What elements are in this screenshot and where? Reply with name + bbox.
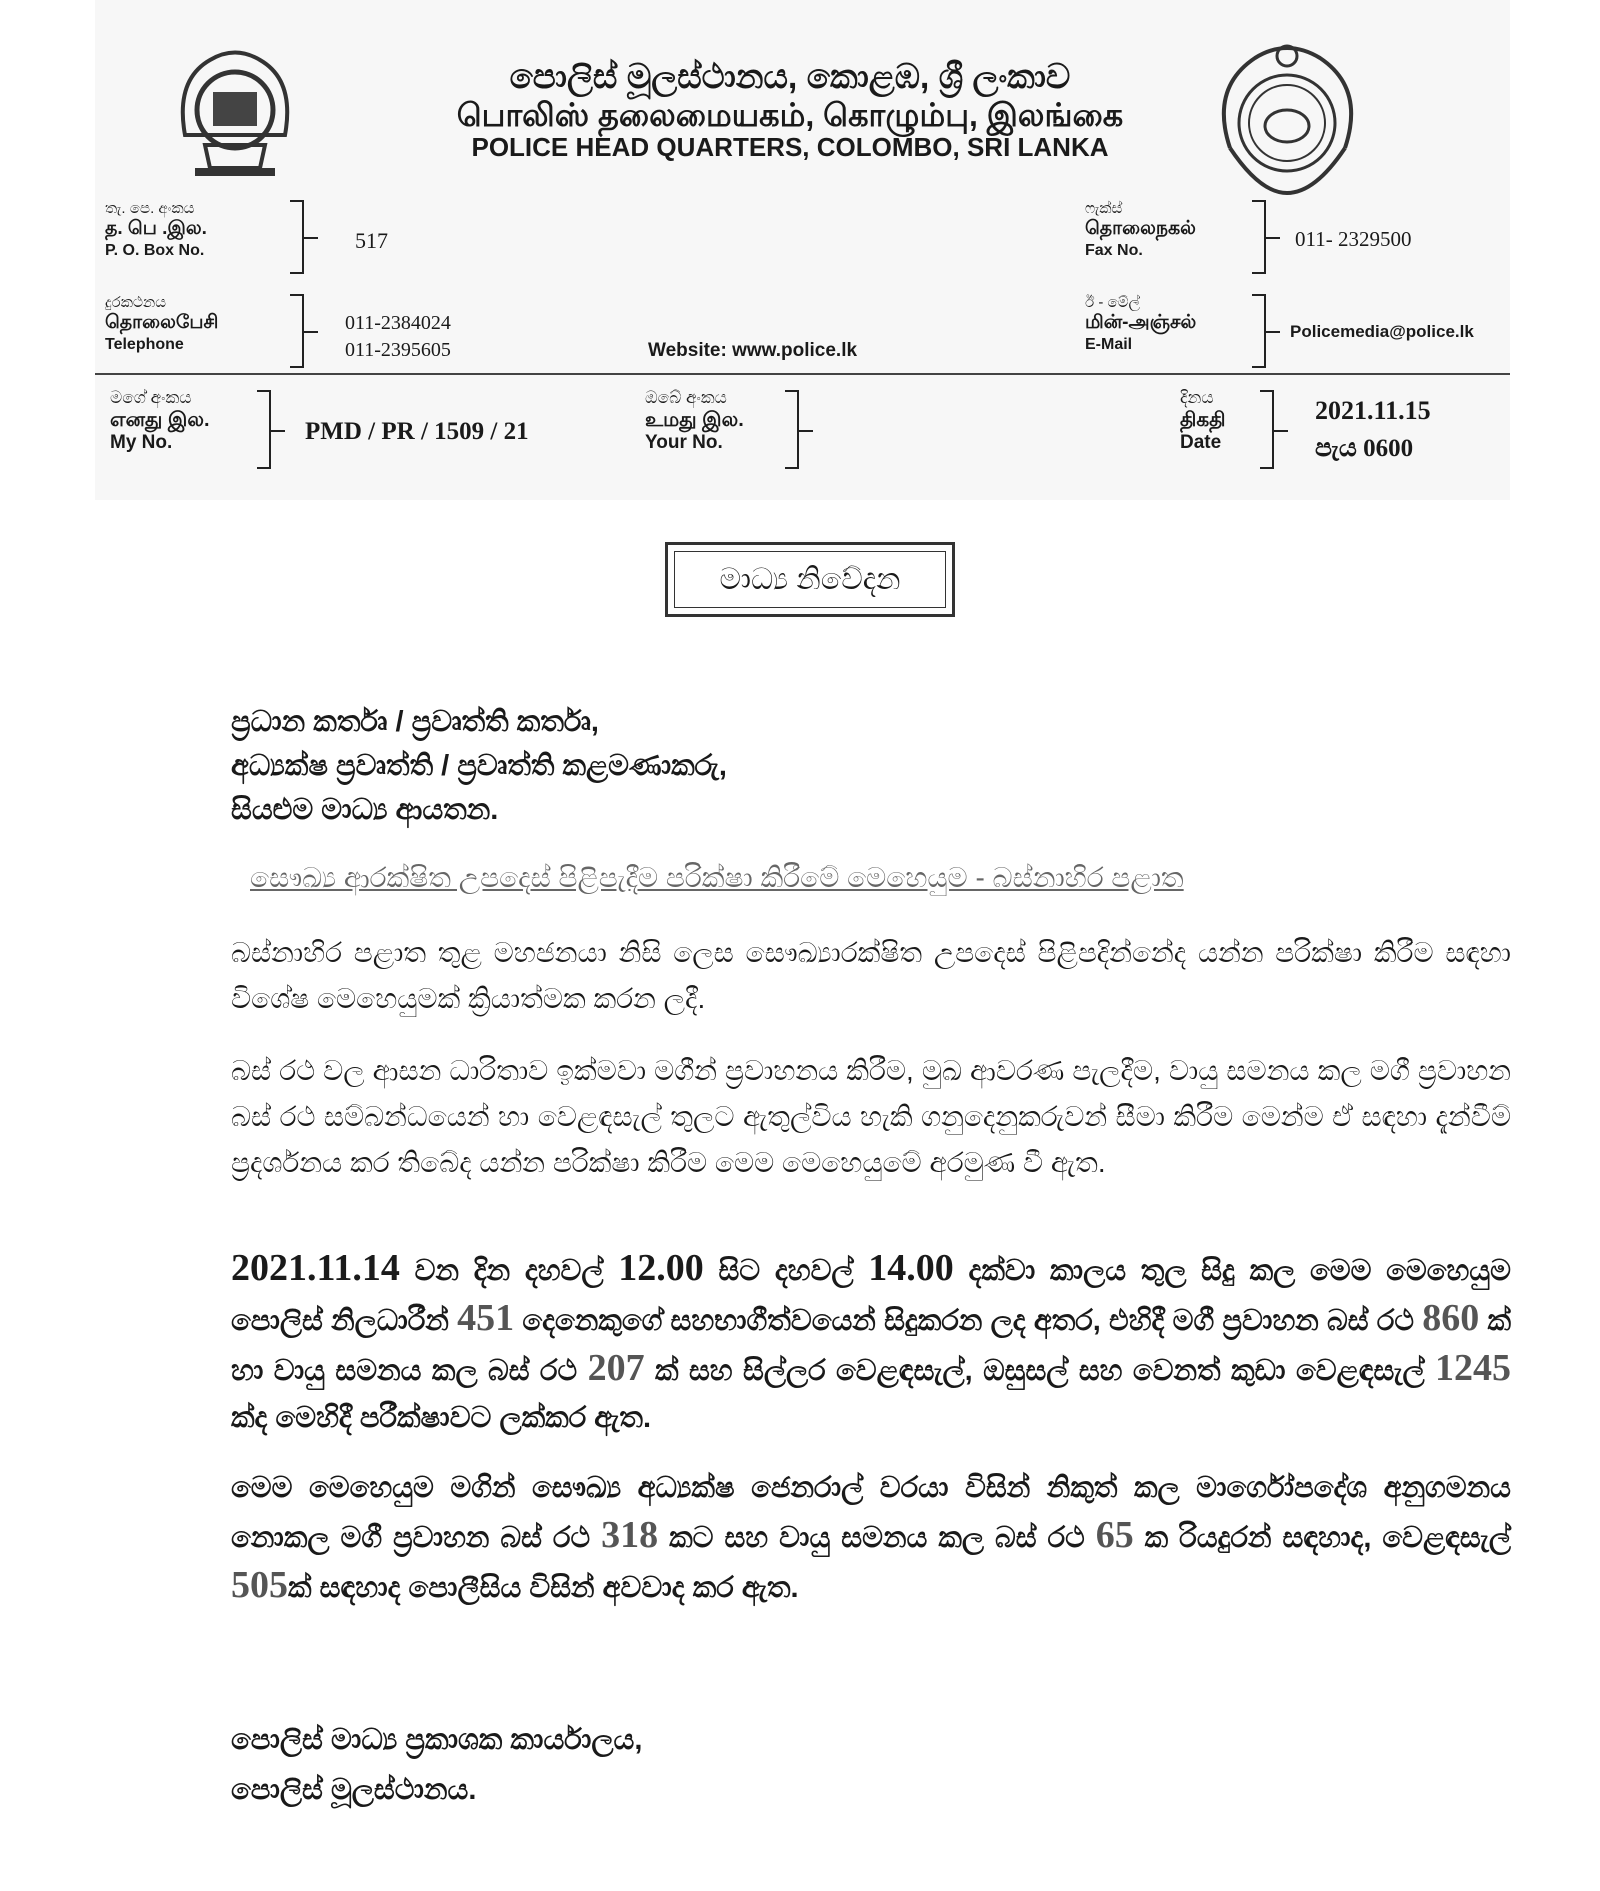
buses-warned: 318 xyxy=(601,1514,659,1556)
paragraph-1: බස්නාහිර පළාත තුළ මහජනයා නිසි ලෙස සෞඛ්‍යාරක්ෂිත උපදෙස් පිළිපදින්නේද යන්න පරික්ෂා කිරීම සඳහා විශේෂ මෙහෙයුමක් ක්‍රියාත්මක කරන ලදී. xyxy=(231,937,1511,1014)
document-title: මාධ්‍ය නිවේදන xyxy=(719,562,901,596)
email-value: Policemedia@police.lk xyxy=(1290,322,1474,341)
start-time: 12.00 xyxy=(618,1247,704,1289)
operation-date: 2021.11.14 xyxy=(231,1247,400,1289)
signature-line: පොලිස් මාධ්‍ය ප්‍රකාශක කාර්යාලය, xyxy=(231,1724,643,1756)
addressees xyxy=(231,700,727,832)
paragraph-2: බස් රථ වල ආසන ධාරිතාව ඉක්මවා මගීන් ප්‍රවාහනය කිරීම, මුඛ ආවරණ පැලදීම, වායු සමනය කල මගී ප්‍රවාහන බස් රථ සම්බන්ධයෙන් හා වෙළඳසැල් තුලට ඇතුල්විය හැකි ගනුදෙනුකරුවන් සීමා කිරීම මෙන්ම ඒ සඳහා දැන්වීම් ප්‍රදර්ශනය කර තිබේද යන්න පරික්ෂා කිරීම මෙම මෙහෙයුමේ අරමුණ වී ඇත. xyxy=(231,1055,1511,1178)
document-title-box xyxy=(665,542,955,617)
email-label: ඊ - මේල් மின்-அஞ்சல் E-Mail xyxy=(1085,294,1197,353)
shops-warned: 505 xyxy=(231,1564,288,1606)
po-box-value: 517 xyxy=(355,228,388,253)
letterhead-title-sinhala: පොලිස් මූලස්ථානය, කොළඹ, ශ්‍රී ලංකාව xyxy=(509,58,1071,96)
fax-label: ෆැක්ස් தொலைநகல் Fax No. xyxy=(1085,200,1196,259)
letterhead-title-tamil: பொலிஸ் தலைமையகம், கொழும்பு, இலங்கை xyxy=(456,97,1124,133)
end-time: 14.00 xyxy=(868,1247,954,1289)
officers-count: 451 xyxy=(457,1297,515,1339)
paragraph-3: 2021.11.14 වන දින දහවල් 12.00 සිට දහවල් 14.00 දක්වා කාලය තුල සිදු කල මෙම මෙහෙයුම පොලිස් නිලධාරීන් 451 දෙනෙකුගේ සහභාගීත්වයෙන් සිදුකරන ලද අතර, එහිදී මගී ප්‍රවාහන බස් රථ 860 ක් හා වායු සමනය කල බස් රථ 207 ක් සහ සිල්ලර වෙළඳසැල්, ඔසුසල් සහ වෙනත් කුඩා වෙළඳසැල් 1245 ක්ද මෙහිදී පරීක්ෂාවට ලක්කර ඇත. xyxy=(231,1247,1512,1434)
paragraph-4: මෙම මෙහෙයුම මගින් සෞඛ්‍ය අධ්‍යක්ෂ ජෙනරාල් වරයා විසින් නිකුත් කල මාර්ගෝපදේශ අනුගමනය නොකල මගී ප්‍රවාහන බස් රථ 318 කට සහ වායු සමනය කල බස් රථ 65 ක රියදුරන් සඳහාද, වෙළඳසැල් 505ක් සඳහාද පොලීසිය විසින් අවවාද කර ඇත. xyxy=(231,1472,1511,1606)
addressee-line: ප්‍රධාන කර්තෘ / ප්‍රවෘත්ති කර්තෘ, xyxy=(231,706,599,738)
telephone-value-2: 011-2395605 xyxy=(345,339,451,361)
date-bracket xyxy=(1260,390,1274,469)
signature-line: පොලිස් මූලස්ථානය. xyxy=(231,1774,477,1806)
signature-block xyxy=(231,1715,642,1815)
letterhead-divider xyxy=(95,373,1510,375)
ac-buses-inspected: 207 xyxy=(587,1347,645,1389)
telephone-label: දුරකථනය தொலைபேசி Telephone xyxy=(105,294,219,353)
my-no-label: මගේ අංකය எனது இல. My No. xyxy=(110,388,210,454)
fax-bracket xyxy=(1252,200,1266,274)
telephone-value-1: 011-2384024 xyxy=(345,312,451,334)
po-box-label: තැ. පෙ. අංකය த. பெ .இல. P. O. Box No. xyxy=(105,200,207,259)
subject-heading: සෞඛ්‍ය ආරක්ෂිත උපදෙස් පිළිපැදීම පරික්ෂා කිරීමේ මෙහෙයුම - බස්නාහිර පළාත xyxy=(250,862,1184,893)
fax-value: 011- 2329500 xyxy=(1295,227,1412,251)
telephone-bracket xyxy=(290,294,304,368)
ac-buses-warned: 65 xyxy=(1095,1514,1134,1556)
your-no-bracket xyxy=(785,390,799,469)
sri-lanka-emblem-icon xyxy=(165,40,305,185)
addressee-line: අධ්‍යක්ෂ ප්‍රවෘත්ති / ප්‍රවෘත්ති කළමණාකරු, xyxy=(231,750,727,782)
date-label: දිනය திகதி Date xyxy=(1180,388,1226,454)
date-value: 2021.11.15 xyxy=(1315,396,1431,425)
website: Website: www.police.lk xyxy=(648,340,858,361)
time-value: පැය 0600 xyxy=(1315,435,1414,462)
my-no-value: PMD / PR / 1509 / 21 xyxy=(305,418,529,445)
my-no-bracket xyxy=(257,390,271,469)
buses-inspected: 860 xyxy=(1422,1297,1480,1339)
addressee-line: සියළුම මාධ්‍ය ආයතන. xyxy=(231,794,499,826)
shops-inspected: 1245 xyxy=(1435,1347,1511,1389)
letterhead xyxy=(95,0,1510,500)
email-bracket xyxy=(1252,294,1266,368)
po-box-bracket xyxy=(290,200,304,274)
letterhead-title-english: POLICE HEAD QUARTERS, COLOMBO, SRI LANKA xyxy=(471,132,1109,162)
your-no-label: ඔබේ අංකය உமது இல. Your No. xyxy=(645,388,744,454)
